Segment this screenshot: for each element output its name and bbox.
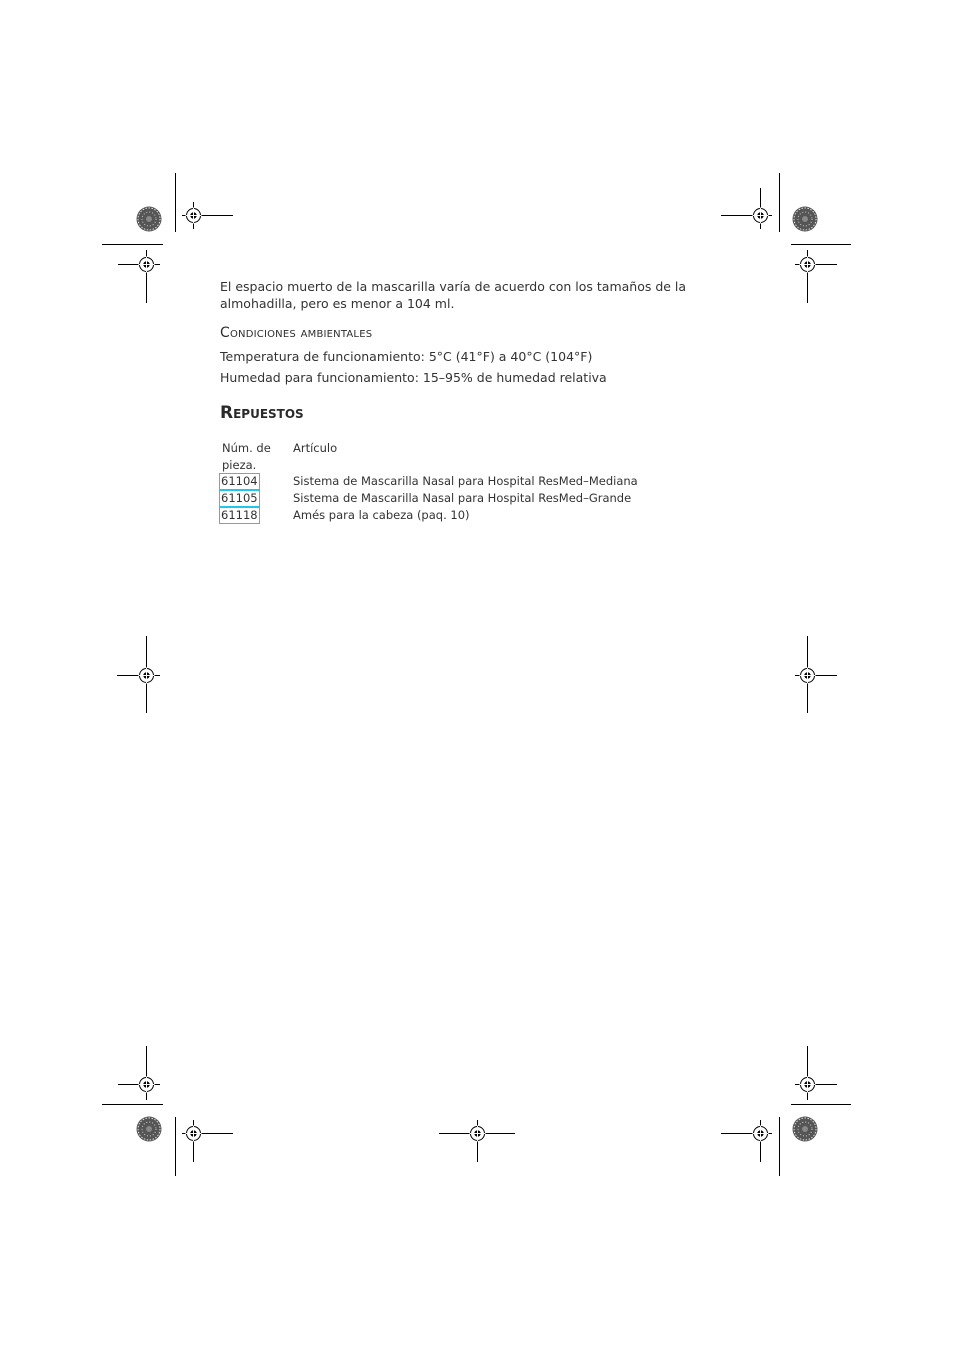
humidity-text: Humedad para funcionamiento: 15–95% de humedad relativa	[220, 370, 607, 385]
table-row	[219, 507, 638, 524]
part-number-link[interactable]: 61105	[221, 491, 258, 505]
table-row	[219, 490, 638, 507]
table-header-row	[219, 440, 638, 473]
temperature-text: Temperatura de funcionamiento: 5°C (41°F) a 40°C (104°F)	[220, 349, 593, 364]
conditions-heading: Condiciones ambientales	[220, 325, 373, 341]
part-number-link[interactable]: 61104	[221, 474, 258, 488]
column-header-part-number	[219, 440, 290, 473]
table-row	[219, 473, 638, 490]
part-item: Sistema de Mascarilla Nasal para Hospital ResMed–Mediana	[293, 474, 638, 488]
column-header-item-label: Artículo	[293, 441, 338, 455]
part-item: Sistema de Mascarilla Nasal para Hospital ResMed–Grande	[293, 491, 632, 505]
column-header-item	[290, 440, 638, 473]
part-number-link[interactable]: 61118	[221, 508, 258, 522]
body-paragraph: El espacio muerto de la mascarilla varía de acuerdo con los tamaños de la almohadilla, pero es menor a 104 ml.	[220, 279, 687, 311]
part-item: Amés para la cabeza (paq. 10)	[293, 508, 470, 522]
parts-table	[219, 440, 638, 524]
column-header-part-number-label: Núm. de pieza.	[222, 441, 271, 472]
parts-heading: Repuestos	[220, 403, 304, 423]
